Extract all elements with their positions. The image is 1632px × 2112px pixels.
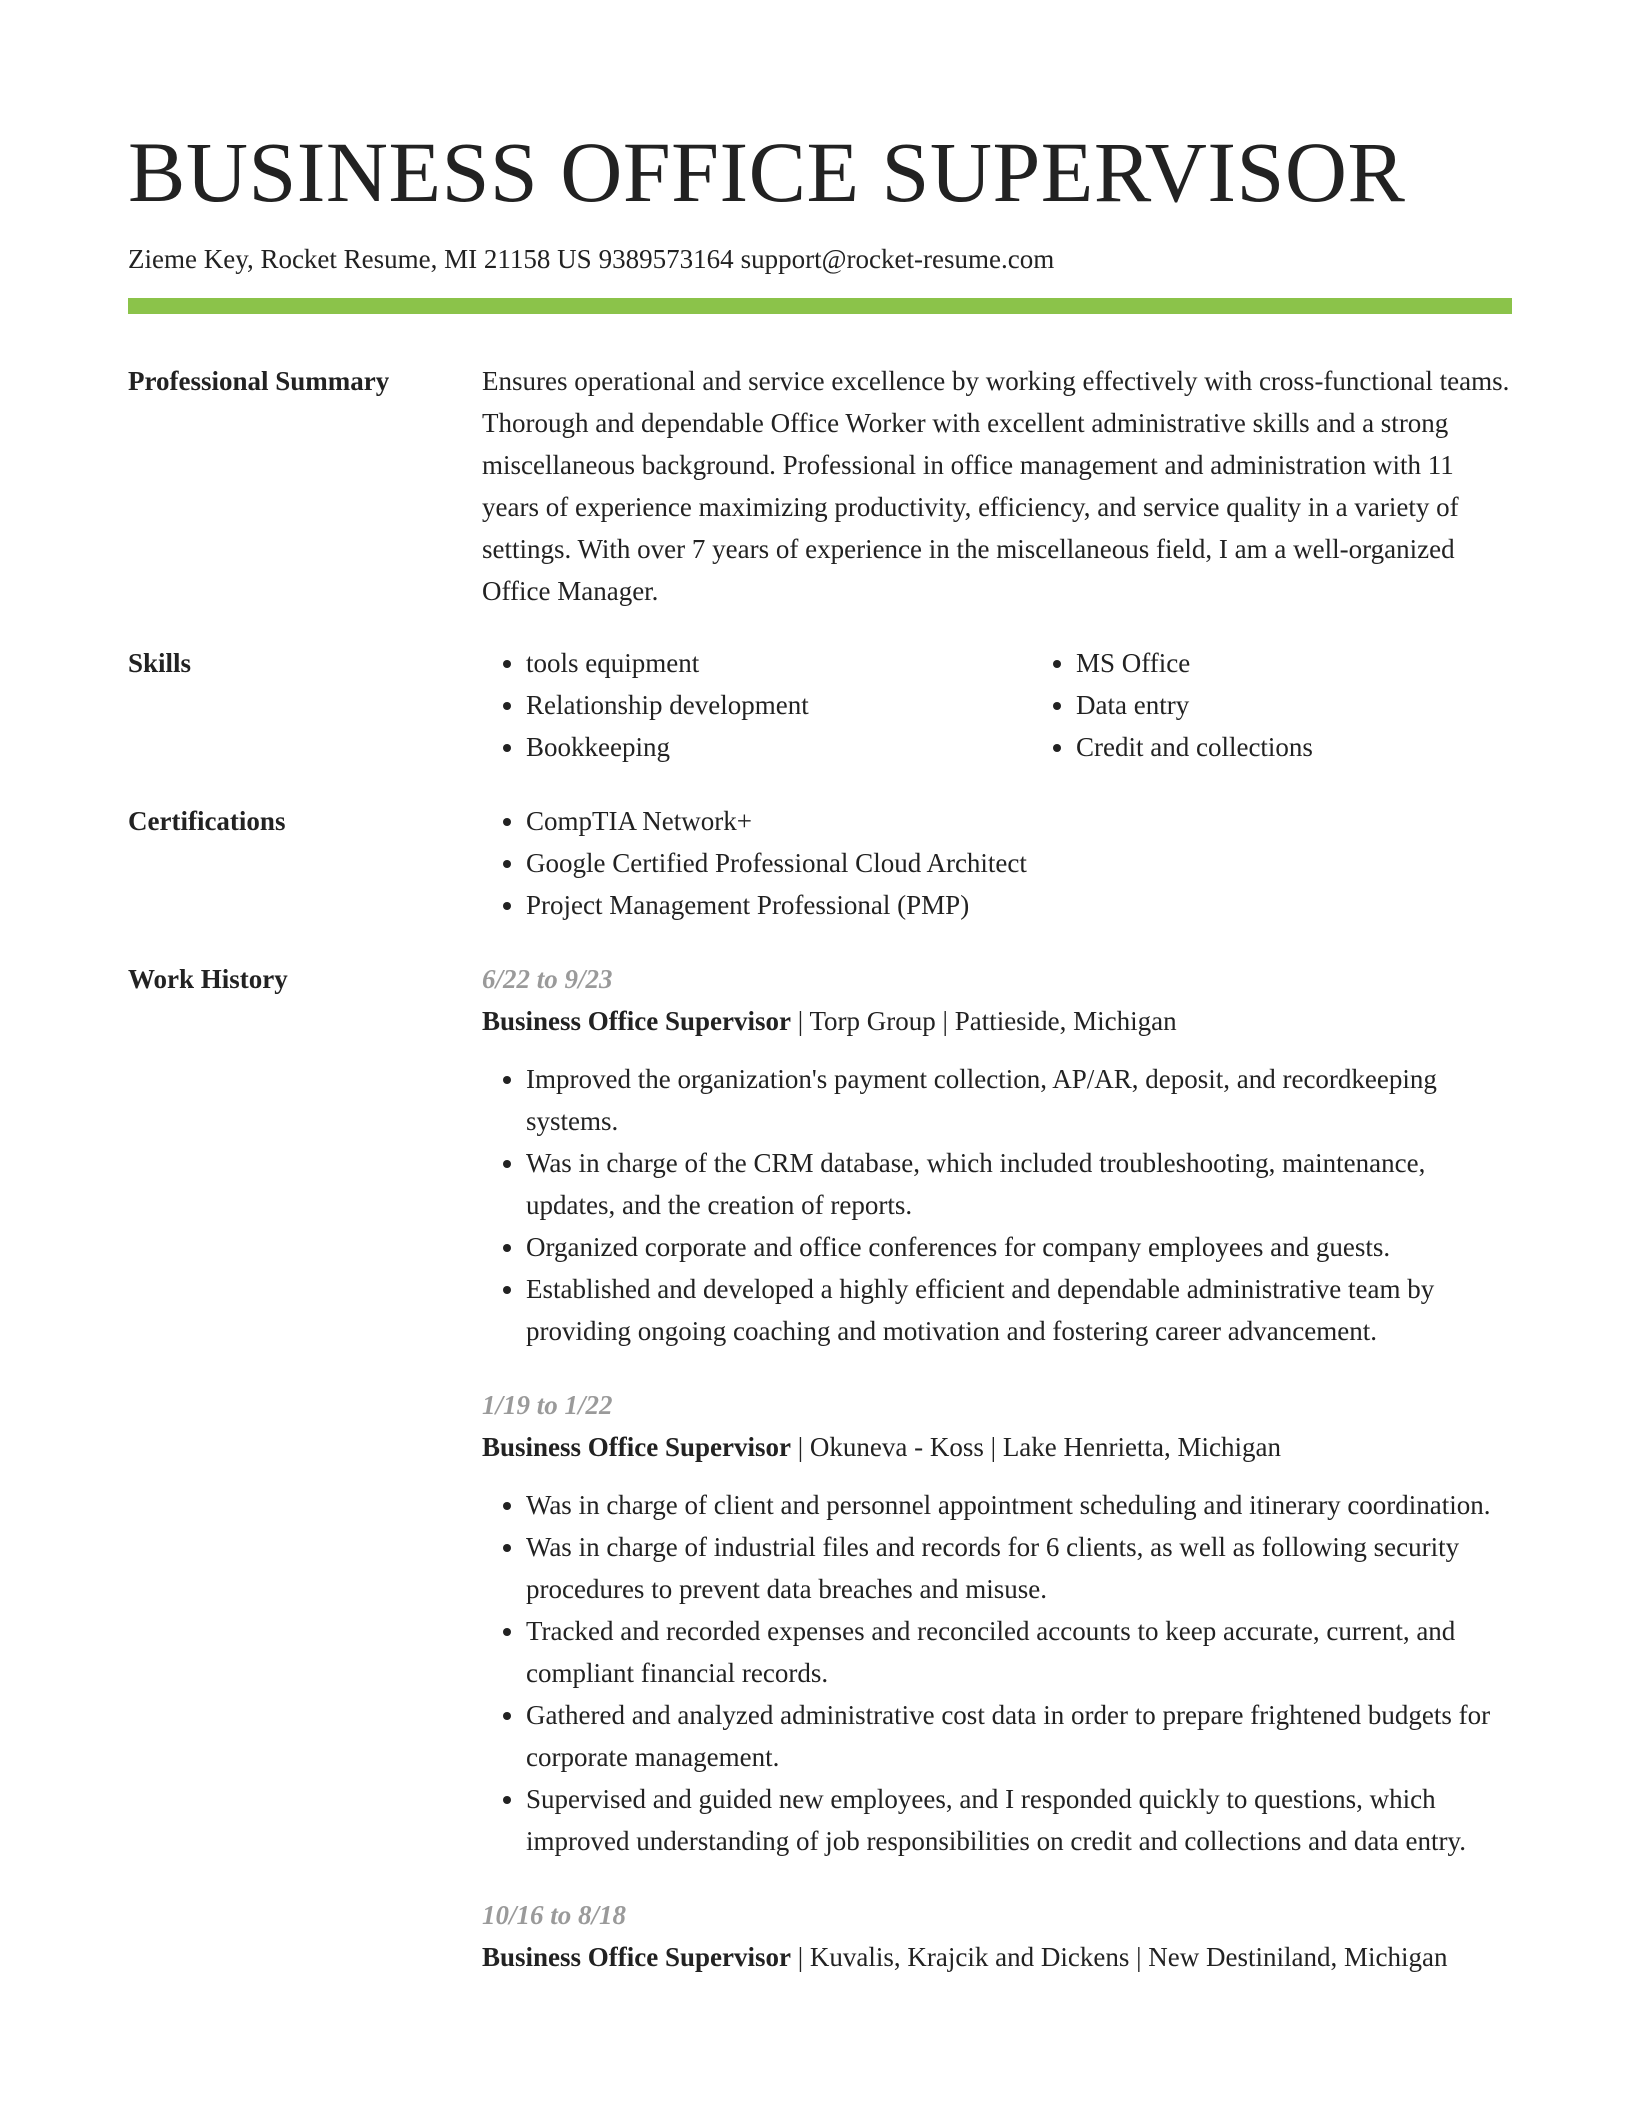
job-location: Lake Henrietta, Michigan — [1002, 1432, 1281, 1462]
job-company: Torp Group — [809, 1006, 936, 1036]
certification-item: • Google Certified Professional Cloud Architect — [526, 842, 1512, 884]
job-title-line: Business Office Supervisor | Kuvalis, Krajcik and Dickens | New Destiniland, Michigan — [482, 1942, 1448, 1972]
candidate-name: BUSINESS OFFICE SUPERVISOR — [128, 124, 1406, 220]
summary-text: Ensures operational and service excellence by working effectively with cross-functional teams. Thorough and dependable Office Worker with excellent administrative skills and a strong miscellaneous background. Professional in office management and administration with 11 years of experience maximizing productivity, efficiency, and service quality in a variety of settings. With over 7 years of experience in the miscellaneous field, I am a well-organized Office Manager. — [482, 366, 1510, 606]
job-bullet: • Gathered and analyzed administrative cost data in order to prepare frightened budgets for corporate management. — [526, 1694, 1512, 1778]
job-title: Business Office Supervisor — [482, 1942, 792, 1972]
certification-item: • CompTIA Network+ — [526, 800, 1512, 842]
job-location: New Destiniland, Michigan — [1148, 1942, 1448, 1972]
job-dates: 1/19 to 1/22 — [482, 1390, 613, 1420]
job-location: Pattieside, Michigan — [954, 1006, 1177, 1036]
section-label-work-history: Work History — [128, 964, 288, 994]
job-entry — [482, 958, 1512, 1352]
job-company: Kuvalis, Krajcik and Dickens — [809, 1942, 1130, 1972]
job-bullet: • Was in charge of client and personnel appointment scheduling and itinerary coordination. — [526, 1484, 1512, 1526]
job-bullet: • Tracked and recorded expenses and reconciled accounts to keep accurate, current, and compliant financial records. — [526, 1610, 1512, 1694]
skill-item: • Credit and collections — [1076, 726, 1582, 768]
skill-item: • Bookkeeping — [526, 726, 1032, 768]
job-dates: 10/16 to 8/18 — [482, 1900, 627, 1930]
skill-item: • Data entry — [1076, 684, 1582, 726]
skill-item: • Relationship development — [526, 684, 1032, 726]
certifications-list — [482, 800, 1512, 926]
contact-line — [128, 242, 1512, 276]
contact-phone: 9389573164 — [598, 244, 734, 274]
contact-address: Zieme Key, Rocket Resume, MI 21158 US — [128, 244, 592, 274]
job-bullet: • Organized corporate and office conferences for company employees and guests. — [526, 1226, 1512, 1268]
job-title-line: Business Office Supervisor | Okuneva - Koss | Lake Henrietta, Michigan — [482, 1432, 1281, 1462]
skills-list-col1 — [482, 642, 1032, 768]
skill-item: • tools equipment — [526, 642, 1032, 684]
skills-section — [128, 642, 1512, 768]
job-bullet: • Improved the organization's payment collection, AP/AR, deposit, and recordkeeping systems. — [526, 1058, 1512, 1142]
section-label-summary: Professional Summary — [128, 366, 390, 396]
job-dates: 6/22 to 9/23 — [482, 964, 613, 994]
job-bullet: • Established and developed a highly efficient and dependable administrative team by providing ongoing coaching and motivation and fostering career advancement. — [526, 1268, 1512, 1352]
job-bullet: • Supervised and guided new employees, and I responded quickly to questions, which improved understanding of job responsibilities on credit and collections and data entry. — [526, 1778, 1512, 1862]
skill-item: • MS Office — [1076, 642, 1582, 684]
job-bullets — [482, 1058, 1512, 1352]
accent-divider — [128, 298, 1512, 314]
section-label-skills: Skills — [128, 648, 192, 678]
job-bullets — [482, 1484, 1512, 1862]
contact-email: support@rocket-resume.com — [740, 244, 1055, 274]
job-bullet: • Was in charge of industrial files and records for 6 clients, as well as following security procedures to prevent data breaches and misuse. — [526, 1526, 1512, 1610]
job-company: Okuneva - Koss — [809, 1432, 984, 1462]
job-title: Business Office Supervisor — [482, 1432, 792, 1462]
resume-page — [128, 124, 1512, 1978]
certifications-section — [128, 800, 1512, 926]
skills-list-col2 — [1032, 642, 1582, 768]
job-title: Business Office Supervisor — [482, 1006, 792, 1036]
job-entry — [482, 1384, 1512, 1862]
work-history-section — [128, 958, 1512, 1978]
job-bullet: • Was in charge of the CRM database, which included troubleshooting, maintenance, updates, and the creation of reports. — [526, 1142, 1512, 1226]
section-label-certifications: Certifications — [128, 806, 286, 836]
job-entry — [482, 1894, 1512, 1978]
job-title-line: Business Office Supervisor | Torp Group | Pattieside, Michigan — [482, 1006, 1177, 1036]
summary-section — [128, 360, 1512, 612]
certification-item: • Project Management Professional (PMP) — [526, 884, 1512, 926]
